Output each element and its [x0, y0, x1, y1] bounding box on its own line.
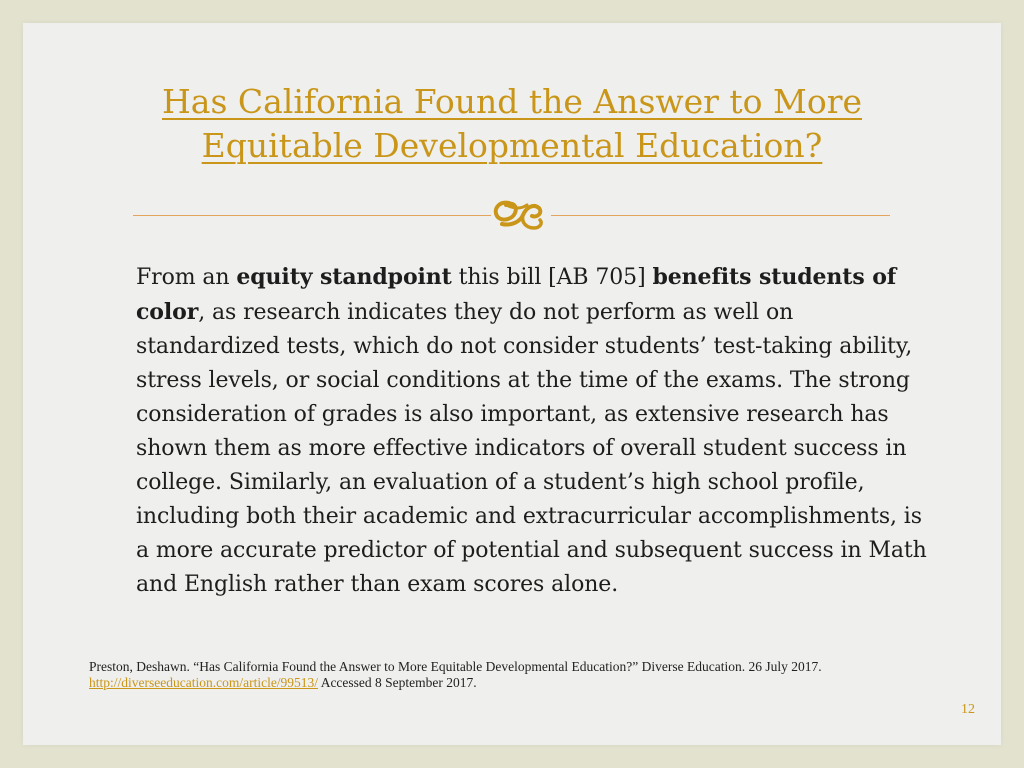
citation-accessed: Accessed 8 September 2017.: [318, 675, 477, 690]
divider-left: [133, 215, 491, 216]
body-intro: From an: [136, 265, 237, 290]
divider-right: [551, 215, 890, 216]
body-emphasis-benefits: benefits students of color: [136, 264, 897, 325]
body-middle: this bill [AB 705]: [451, 265, 653, 290]
flourish-icon: [479, 191, 549, 237]
page-number: 12: [961, 702, 975, 717]
body-paragraph: [136, 260, 936, 602]
citation: [89, 659, 949, 691]
slide: [23, 23, 1001, 745]
slide-title: [140, 80, 884, 168]
citation-text: Preston, Deshawn. “Has California Found the Answer to More Equitable Developmental Education?” Diverse Education. 26 July 2017.: [89, 659, 822, 674]
citation-link[interactable]: http://diverseeducation.com/article/99513/: [89, 675, 319, 690]
title-text: Has California Found the Answer to More Equitable Developmental Education?: [162, 82, 862, 165]
body-rest: , as research indicates they do not perform as well on standardized tests, which do not consider students’ test-taking ability, stress levels, or social conditions at the time of the exams. The strong consideration of grades is also important, as extensive research has shown them as more effective indicators of overall student success in college. Similarly, an evaluation of a student’s high school profile, including both their academic and extracurricular accomplishments, is a more accurate predictor of potential and subsequent success in Math and English rather than exam scores alone.: [136, 300, 927, 597]
body-emphasis-equity: equity standpoint: [236, 264, 452, 290]
